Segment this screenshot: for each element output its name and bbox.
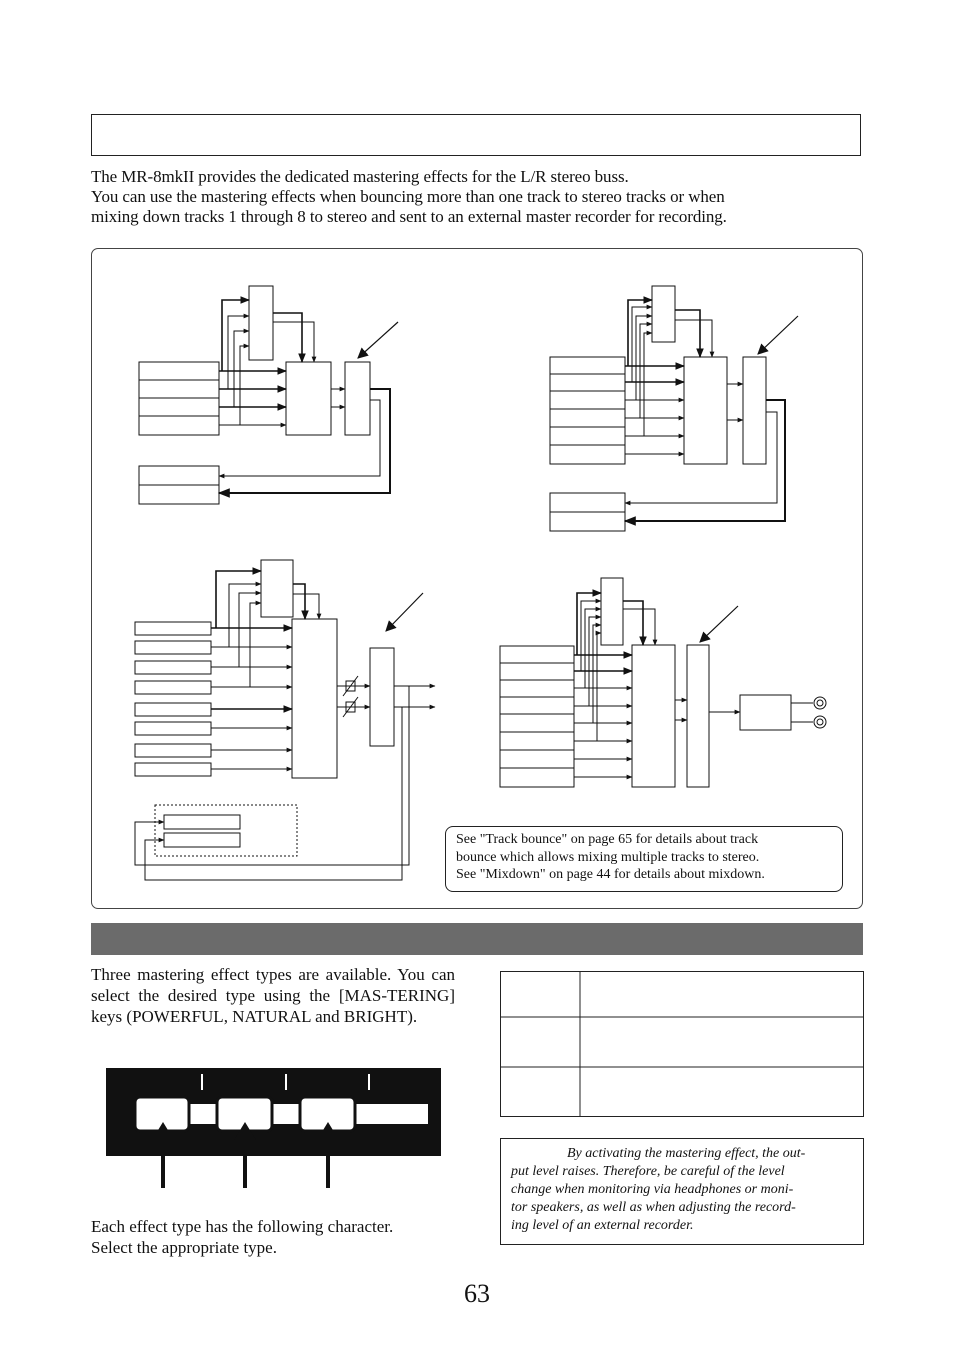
warning-line-4: tor speakers, as well as when adjusting the record- [511,1200,796,1215]
note-line-3: See "Mixdown" on page 44 for details about mixdown. [456,867,765,882]
intro-line-2: You can use the mastering effects when bouncing more than one track to stereo tracks or when [91,187,725,206]
effect-character-text [91,1216,461,1258]
note-line-2: bounce which allows mixing multiple tracks to stereo. [456,849,760,865]
warning-line-1: By activating the mastering effect, the out- [567,1146,806,1161]
warning-line-3: change when monitoring via headphones or moni- [511,1182,794,1197]
diagram-bounce-6-tracks [550,286,798,531]
warning-line-5: ing level of an external recorder. [511,1218,694,1233]
section-header-bar [91,923,863,955]
diagram-bounce-4-tracks [139,286,398,504]
effect-type-table-grid [500,971,864,1117]
level-warning-note [500,1138,864,1245]
effect-type-table [500,971,864,1117]
character-line-1: Each effect type has the following character. [91,1217,394,1236]
page-number: 63 [464,1279,490,1308]
intro-line-1: The MR-8mkII provides the dedicated mastering effects for the L/R stereo buss. [91,167,629,186]
warning-line-2: put level raises. Therefore, be careful of the level [511,1164,785,1179]
key-pointer-arrows [140,1118,350,1190]
note-line-1: See "Track bounce" on page 65 for details about track [456,832,759,847]
effect-types-intro [91,964,455,1027]
diagram-bounce-8-tracks [135,560,435,880]
diagram-mixdown [500,578,826,787]
intro-line-3: mixing down tracks 1 through 8 to stereo and sent to an external master recorder for recording. [91,207,727,226]
effect-types-intro-text: Three mastering effect types are available. You can select the desired type using the [MAS-TERING] keys (POWERFUL, NATURAL and BRIGHT). [91,965,455,1026]
character-line-2: Select the appropriate type. [91,1238,277,1257]
cross-reference-note [445,826,843,892]
